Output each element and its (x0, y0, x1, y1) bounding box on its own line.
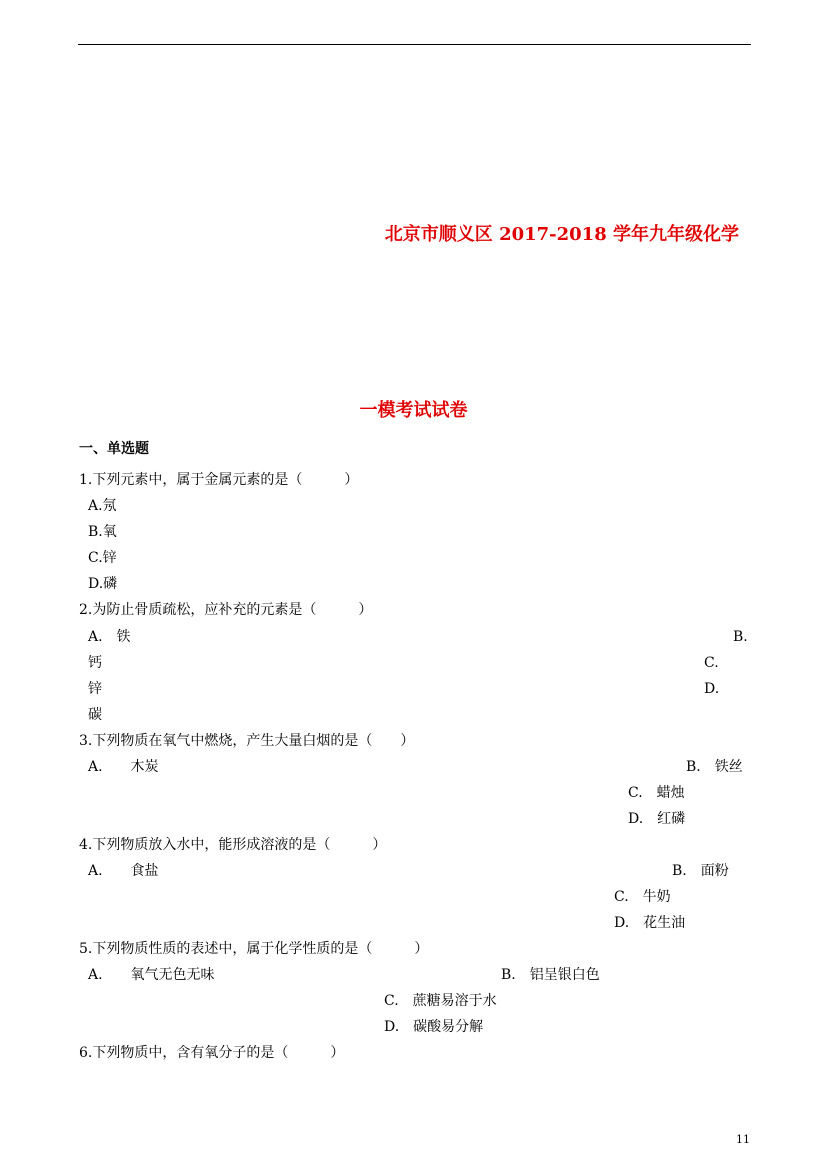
question-5-stem: 5.下列物质性质的表述中，属于化学性质的是（ ） (79, 941, 429, 957)
q3-option-a: A. 木炭 (88, 759, 159, 775)
q5-option-d: D. 碳酸易分解 (384, 1019, 484, 1035)
document-title: 北京市顺义区 2017-2018 学年九年级化学 (384, 224, 739, 245)
q2-option-b-text: 钙 (88, 655, 102, 671)
q5-option-b: B. 铝呈银白色 (501, 967, 600, 983)
q3-option-b: B. 铁丝 (686, 759, 743, 775)
q4-option-a: A. 食盐 (88, 863, 159, 879)
page-number: 11 (736, 1133, 750, 1146)
q1-option-d: D.磷 (88, 576, 118, 592)
header-rule (78, 44, 751, 45)
document-subtitle: 一模考试试卷 (359, 400, 468, 421)
question-4-stem: 4.下列物质放入水中，能形成溶液的是（ ） (79, 837, 387, 853)
section-heading: 一、单选题 (79, 441, 149, 457)
q5-option-a: A. 氧气无色无味 (88, 967, 215, 983)
q2-option-d-marker: D. (704, 681, 720, 697)
question-2-stem: 2.为防止骨质疏松，应补充的元素是（ ） (79, 602, 373, 618)
q5-option-c: C. 蔗糖易溶于水 (384, 993, 497, 1009)
question-3-stem: 3.下列物质在氧气中燃烧，产生大量白烟的是（ ） (79, 733, 415, 749)
q1-option-a: A.氖 (88, 498, 117, 514)
question-1-stem: 1.下列元素中，属于金属元素的是（ ） (79, 472, 359, 488)
q2-option-c-marker: C. (704, 655, 719, 671)
q2-option-c-text: 锌 (88, 681, 102, 697)
q3-option-d: D. 红磷 (628, 811, 686, 827)
q2-option-d-text: 碳 (88, 707, 102, 723)
q4-option-c: C. 牛奶 (614, 889, 671, 905)
question-6-stem: 6.下列物质中，含有氧分子的是（ ） (79, 1045, 345, 1061)
q3-option-c: C. 蜡烛 (628, 785, 685, 801)
q2-option-b-marker: B. (733, 629, 748, 645)
q4-option-b: B. 面粉 (672, 863, 729, 879)
q1-option-b: B.氧 (88, 524, 117, 540)
q1-option-c: C.锌 (88, 550, 117, 566)
q2-option-a: A. 铁 (88, 629, 131, 645)
q4-option-d: D. 花生油 (614, 915, 686, 931)
